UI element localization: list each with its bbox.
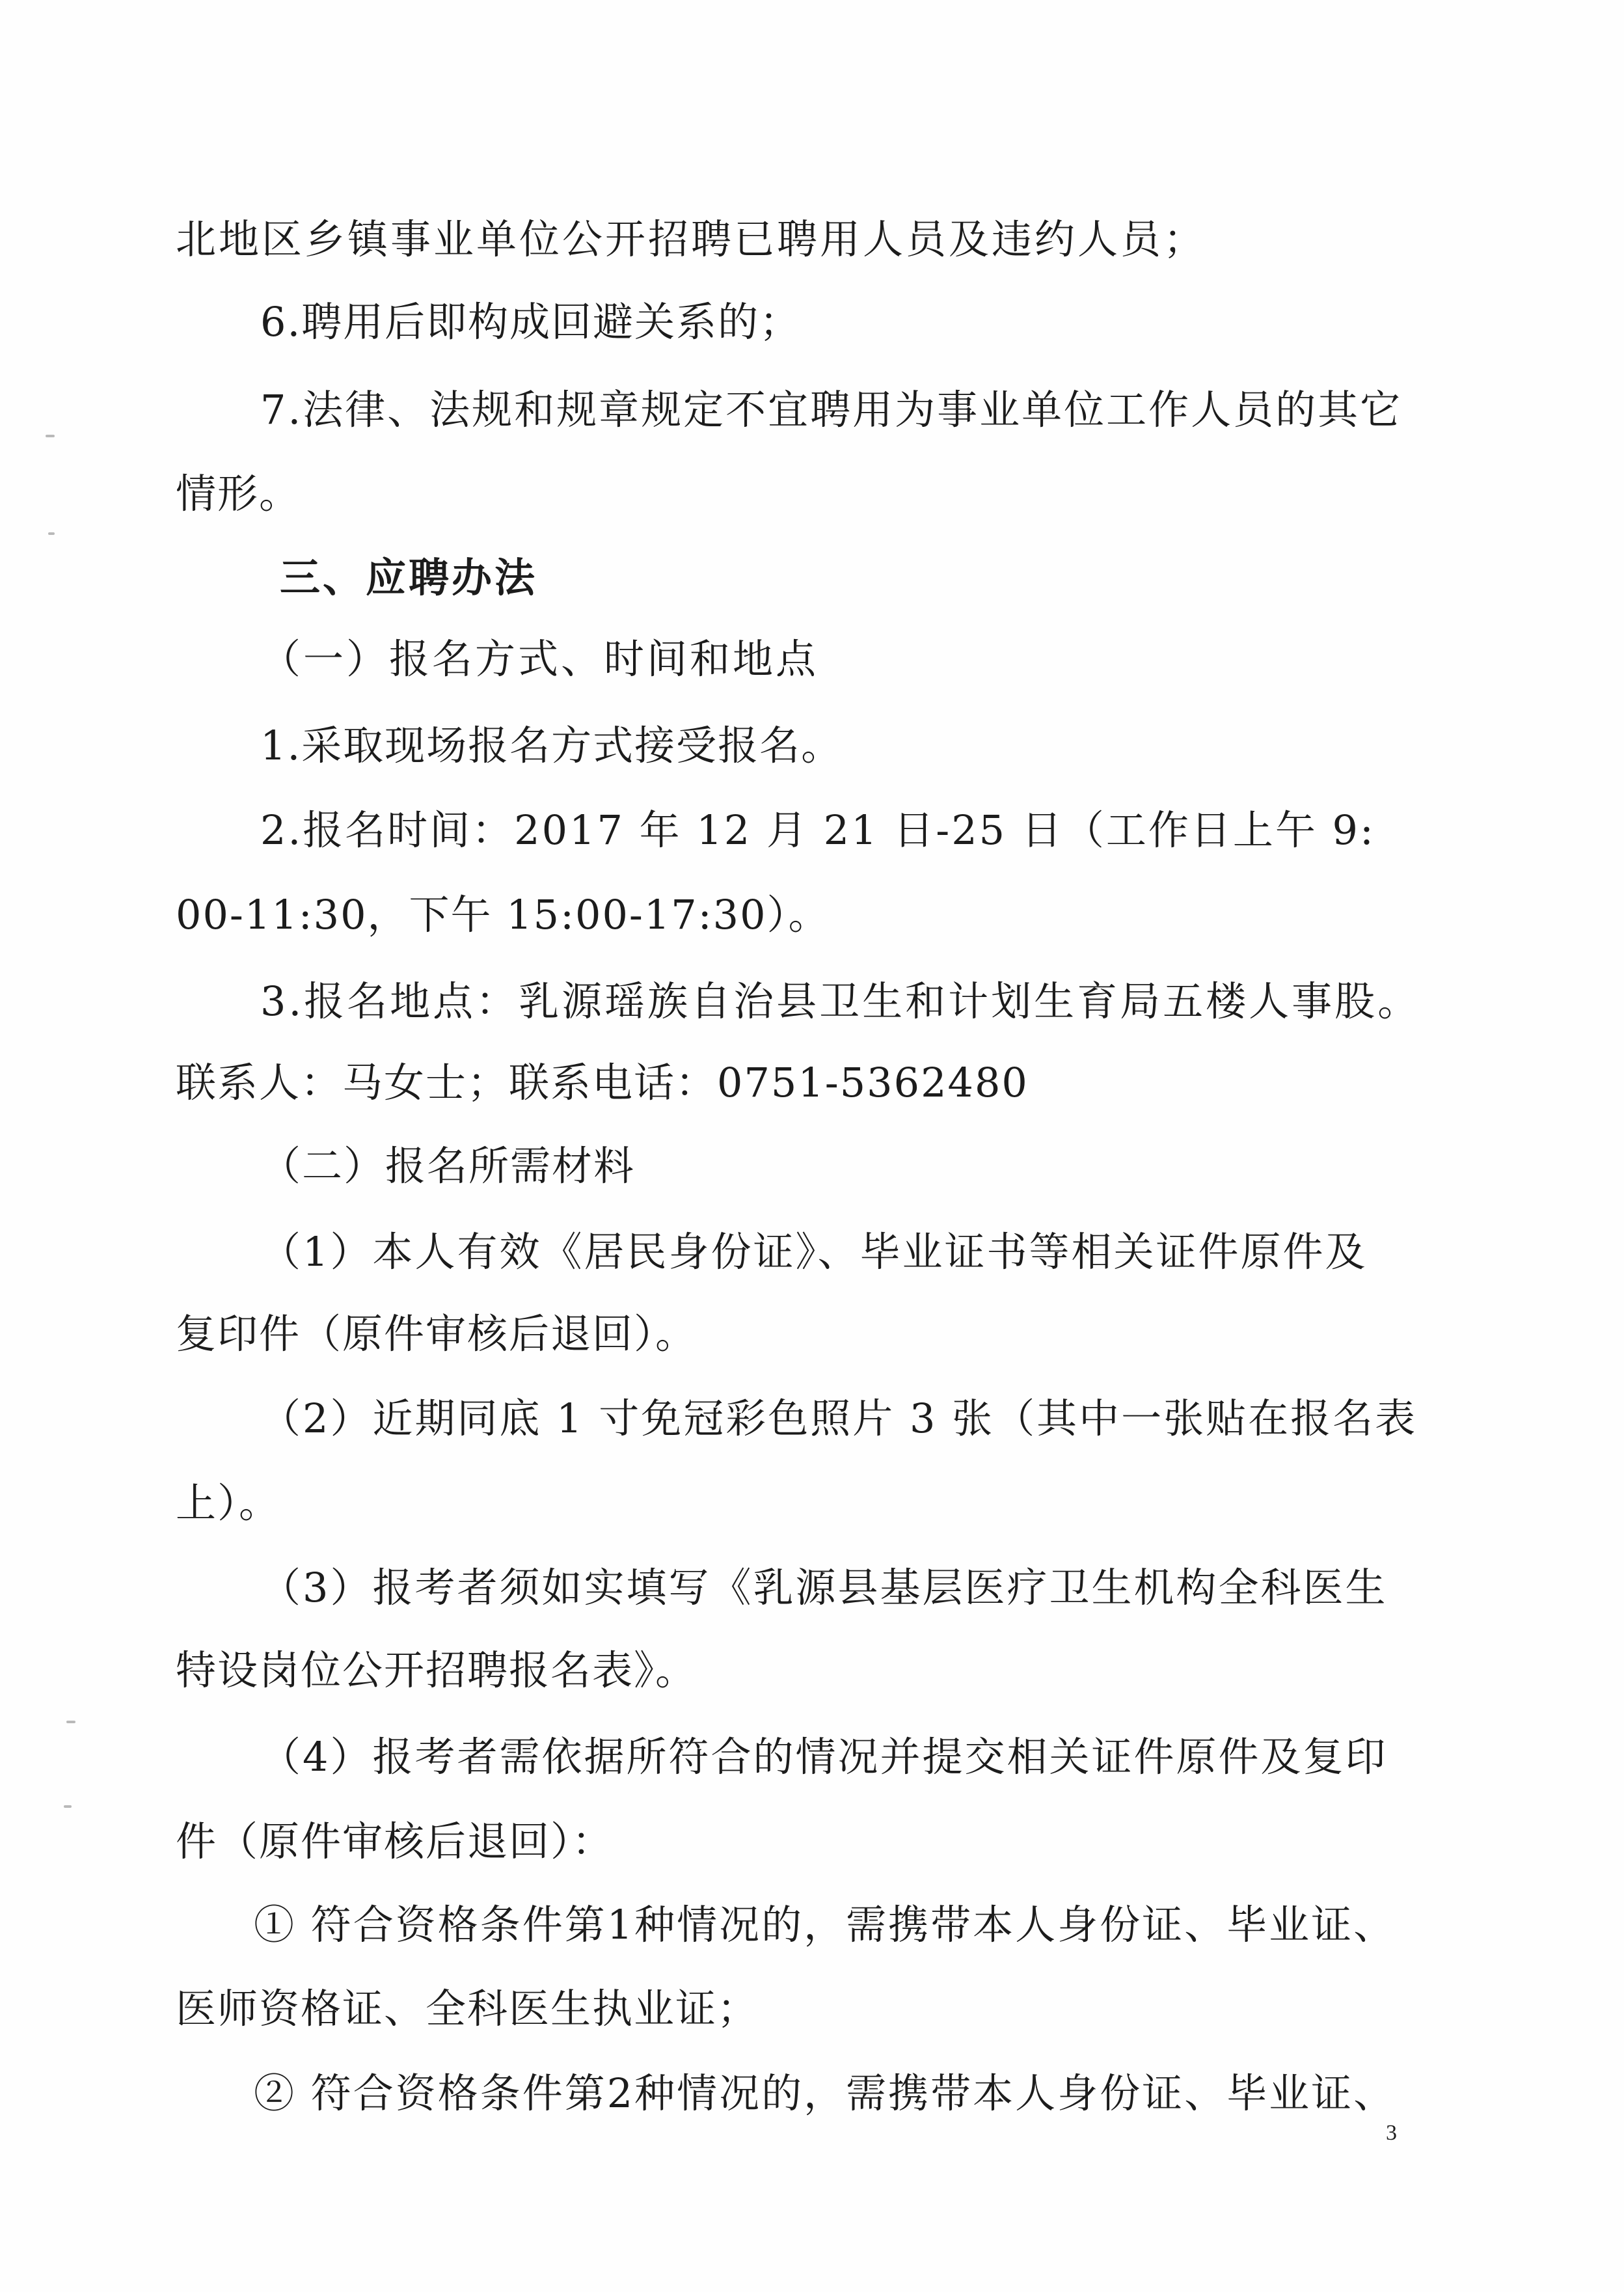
text-line: （2）近期同底 1 寸免冠彩色照片 3 张（其中一张贴在报名表 <box>260 1395 1418 1442</box>
contact-line: 联系人：马女士；联系电话：0751-5362480 <box>176 1059 1029 1106</box>
list-item: ② 符合资格条件第2种情况的，需携带本人身份证、毕业证、 <box>254 2069 1396 2117</box>
text-line: 北地区乡镇事业单位公开招聘已聘用人员及违约人员； <box>176 215 1207 263</box>
text-line: （3）报考者须如实填写《乳源县基层医疗卫生机构全科医生 <box>260 1564 1388 1611</box>
text-line: 上）。 <box>176 1479 281 1527</box>
text-line: 2.报名时间：2017 年 12 月 21 日-25 日（工作日上午 9: <box>260 806 1375 854</box>
scan-mark <box>64 1805 72 1808</box>
scan-mark <box>48 532 55 535</box>
subsection-heading: （二）报名所需材料 <box>260 1142 636 1190</box>
text-line: 00-11:30，下午 15:00-17:30）。 <box>176 891 830 938</box>
section-heading: 三、应聘办法 <box>280 554 538 601</box>
subsection-heading: （一）报名方式、时间和地点 <box>260 635 819 683</box>
text-line: 复印件（原件审核后退回）。 <box>176 1310 697 1357</box>
text-line: 医师资格证、全科医生执业证； <box>176 1985 759 2032</box>
list-item: ① 符合资格条件第1种情况的，需携带本人身份证、毕业证、 <box>254 1901 1396 1948</box>
text-line: 情形。 <box>176 470 301 517</box>
text-line: 特设岗位公开招聘报名表》。 <box>176 1646 697 1694</box>
page-number: 3 <box>1386 2121 1397 2145</box>
scan-mark <box>66 1721 75 1723</box>
text-line: 3.报名地点：乳源瑶族自治县卫生和计划生育局五楼人事股。 <box>260 977 1421 1025</box>
text-line: （1）本人有效《居民身份证》、毕业证书等相关证件原件及 <box>260 1228 1368 1276</box>
text-line: 1.采取现场报名方式接受报名。 <box>260 722 843 769</box>
text-line: 7.法律、法规和规章规定不宜聘用为事业单位工作人员的其它 <box>260 386 1403 433</box>
text-line: 6.聘用后即构成回避关系的； <box>260 298 802 346</box>
scan-mark <box>46 435 55 437</box>
text-line: （4）报考者需依据所符合的情况并提交相关证件原件及复印 <box>260 1733 1388 1780</box>
text-line: 件（原件审核后退回）： <box>176 1818 614 1865</box>
